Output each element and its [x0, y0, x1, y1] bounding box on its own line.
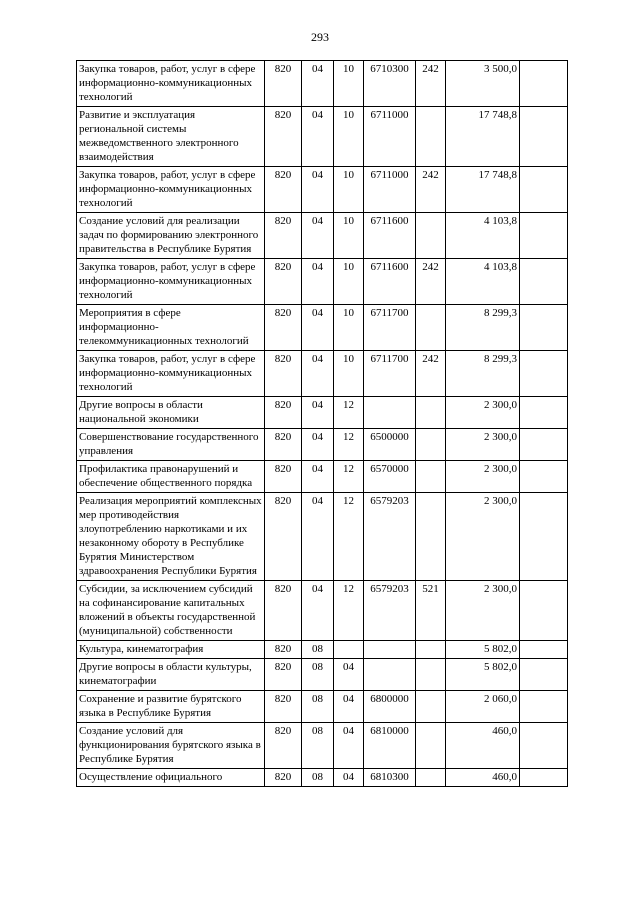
row-name: Другие вопросы в области культуры, кинематографии [77, 659, 265, 691]
row-admin-code: 820 [265, 461, 302, 493]
row-target-article-code: 6579203 [364, 493, 416, 581]
row-name: Совершенствование государственного управления [77, 429, 265, 461]
row-name: Другие вопросы в области национальной экономики [77, 397, 265, 429]
row-subsection-code: 12 [334, 429, 364, 461]
table-row [77, 493, 568, 581]
row-name: Субсидии, за исключением субсидий на софинансирование капитальных вложений в объекты государственной (муниципальной) собственности [77, 581, 265, 641]
table-row [77, 305, 568, 351]
row-target-article-code: 6711700 [364, 351, 416, 397]
row-target-article-code: 6710300 [364, 61, 416, 107]
row-section-code: 04 [302, 397, 334, 429]
row-name: Закупка товаров, работ, услуг в сфере информационно-коммуникационных технологий [77, 61, 265, 107]
row-expense-type-code: 242 [416, 351, 446, 397]
row-target-article-code: 6711700 [364, 305, 416, 351]
table-row [77, 167, 568, 213]
row-section-code: 04 [302, 213, 334, 259]
row-target-article-code [364, 641, 416, 659]
table-row [77, 61, 568, 107]
row-expense-type-code [416, 493, 446, 581]
table-row [77, 259, 568, 305]
table-row [77, 461, 568, 493]
row-amount: 2 300,0 [446, 581, 520, 641]
table-row [77, 659, 568, 691]
table-row [77, 581, 568, 641]
row-amount: 2 300,0 [446, 397, 520, 429]
row-extra [520, 691, 568, 723]
table-row [77, 213, 568, 259]
row-name: Профилактика правонарушений и обеспечение общественного порядка [77, 461, 265, 493]
row-section-code: 08 [302, 723, 334, 769]
row-admin-code: 820 [265, 107, 302, 167]
row-extra [520, 723, 568, 769]
row-section-code: 08 [302, 691, 334, 723]
row-admin-code: 820 [265, 493, 302, 581]
row-name: Реализация мероприятий комплексных мер противодействия злоупотреблению наркотиками и их незаконному обороту в Республике Бурятия Министерством здравоохранения Республики Бурятия [77, 493, 265, 581]
row-expense-type-code [416, 107, 446, 167]
row-admin-code: 820 [265, 61, 302, 107]
row-extra [520, 61, 568, 107]
row-expense-type-code [416, 461, 446, 493]
row-amount: 2 060,0 [446, 691, 520, 723]
row-admin-code: 820 [265, 641, 302, 659]
row-subsection-code [334, 641, 364, 659]
row-admin-code: 820 [265, 351, 302, 397]
row-name: Осуществление официального [77, 769, 265, 787]
row-amount: 5 802,0 [446, 659, 520, 691]
row-amount: 2 300,0 [446, 461, 520, 493]
row-subsection-code: 04 [334, 769, 364, 787]
row-admin-code: 820 [265, 213, 302, 259]
row-section-code: 04 [302, 351, 334, 397]
table-row [77, 351, 568, 397]
row-target-article-code: 6810000 [364, 723, 416, 769]
row-target-article-code [364, 397, 416, 429]
row-extra [520, 581, 568, 641]
row-name: Создание условий для функционирования бурятского языка в Республике Бурятия [77, 723, 265, 769]
row-section-code: 04 [302, 259, 334, 305]
row-expense-type-code [416, 641, 446, 659]
row-extra [520, 429, 568, 461]
row-extra [520, 769, 568, 787]
row-target-article-code: 6711000 [364, 167, 416, 213]
row-amount: 3 500,0 [446, 61, 520, 107]
row-target-article-code: 6711000 [364, 107, 416, 167]
row-expense-type-code: 242 [416, 259, 446, 305]
table-row [77, 641, 568, 659]
row-subsection-code: 10 [334, 259, 364, 305]
row-subsection-code: 12 [334, 493, 364, 581]
row-section-code: 04 [302, 493, 334, 581]
table-row [77, 723, 568, 769]
row-name: Закупка товаров, работ, услуг в сфере информационно-коммуникационных технологий [77, 351, 265, 397]
table-row [77, 769, 568, 787]
row-subsection-code: 10 [334, 167, 364, 213]
row-admin-code: 820 [265, 259, 302, 305]
row-subsection-code: 10 [334, 107, 364, 167]
row-expense-type-code [416, 691, 446, 723]
row-extra [520, 461, 568, 493]
row-expense-type-code: 521 [416, 581, 446, 641]
row-subsection-code: 10 [334, 213, 364, 259]
row-extra [520, 259, 568, 305]
row-amount: 17 748,8 [446, 107, 520, 167]
row-extra [520, 641, 568, 659]
row-section-code: 08 [302, 659, 334, 691]
row-section-code: 04 [302, 581, 334, 641]
row-subsection-code: 10 [334, 351, 364, 397]
row-amount: 2 300,0 [446, 429, 520, 461]
table-row [77, 691, 568, 723]
row-subsection-code: 04 [334, 723, 364, 769]
row-admin-code: 820 [265, 723, 302, 769]
row-extra [520, 167, 568, 213]
row-admin-code: 820 [265, 769, 302, 787]
row-target-article-code: 6711600 [364, 213, 416, 259]
row-name: Мероприятия в сфере информационно-телекоммуникационных технологий [77, 305, 265, 351]
row-subsection-code: 04 [334, 659, 364, 691]
row-extra [520, 107, 568, 167]
row-subsection-code: 12 [334, 461, 364, 493]
row-subsection-code: 04 [334, 691, 364, 723]
row-expense-type-code [416, 397, 446, 429]
row-expense-type-code [416, 213, 446, 259]
row-target-article-code: 6500000 [364, 429, 416, 461]
row-section-code: 04 [302, 107, 334, 167]
row-amount: 8 299,3 [446, 351, 520, 397]
row-section-code: 04 [302, 305, 334, 351]
row-amount: 2 300,0 [446, 493, 520, 581]
row-amount: 460,0 [446, 769, 520, 787]
row-expense-type-code [416, 429, 446, 461]
row-section-code: 04 [302, 61, 334, 107]
row-extra [520, 659, 568, 691]
row-name: Создание условий для реализации задач по формированию электронного правительства в Республике Бурятия [77, 213, 265, 259]
row-subsection-code: 12 [334, 397, 364, 429]
budget-table [76, 60, 568, 787]
row-target-article-code: 6579203 [364, 581, 416, 641]
row-target-article-code: 6570000 [364, 461, 416, 493]
row-extra [520, 305, 568, 351]
row-subsection-code: 12 [334, 581, 364, 641]
row-admin-code: 820 [265, 429, 302, 461]
row-name: Культура, кинематография [77, 641, 265, 659]
row-admin-code: 820 [265, 305, 302, 351]
row-amount: 4 103,8 [446, 259, 520, 305]
row-target-article-code: 6711600 [364, 259, 416, 305]
row-extra [520, 397, 568, 429]
row-name: Закупка товаров, работ, услуг в сфере информационно-коммуникационных технологий [77, 259, 265, 305]
row-extra [520, 351, 568, 397]
row-admin-code: 820 [265, 581, 302, 641]
row-section-code: 08 [302, 769, 334, 787]
row-section-code: 08 [302, 641, 334, 659]
row-expense-type-code [416, 723, 446, 769]
row-name: Развитие и эксплуатация региональной системы межведомственного электронного взаимодействия [77, 107, 265, 167]
table-row [77, 397, 568, 429]
row-amount: 5 802,0 [446, 641, 520, 659]
row-expense-type-code: 242 [416, 61, 446, 107]
row-expense-type-code: 242 [416, 167, 446, 213]
row-expense-type-code [416, 659, 446, 691]
row-section-code: 04 [302, 429, 334, 461]
row-amount: 460,0 [446, 723, 520, 769]
row-target-article-code: 6810300 [364, 769, 416, 787]
row-admin-code: 820 [265, 691, 302, 723]
row-expense-type-code [416, 769, 446, 787]
row-section-code: 04 [302, 461, 334, 493]
table-row [77, 429, 568, 461]
row-admin-code: 820 [265, 397, 302, 429]
row-admin-code: 820 [265, 167, 302, 213]
row-target-article-code: 6800000 [364, 691, 416, 723]
row-amount: 4 103,8 [446, 213, 520, 259]
row-amount: 17 748,8 [446, 167, 520, 213]
row-extra [520, 493, 568, 581]
row-admin-code: 820 [265, 659, 302, 691]
row-extra [520, 213, 568, 259]
row-subsection-code: 10 [334, 305, 364, 351]
row-target-article-code [364, 659, 416, 691]
row-name: Сохранение и развитие бурятского языка в Республике Бурятия [77, 691, 265, 723]
row-section-code: 04 [302, 167, 334, 213]
page-number: 293 [311, 30, 329, 44]
row-subsection-code: 10 [334, 61, 364, 107]
row-name: Закупка товаров, работ, услуг в сфере информационно-коммуникационных технологий [77, 167, 265, 213]
table-row [77, 107, 568, 167]
row-amount: 8 299,3 [446, 305, 520, 351]
row-expense-type-code [416, 305, 446, 351]
